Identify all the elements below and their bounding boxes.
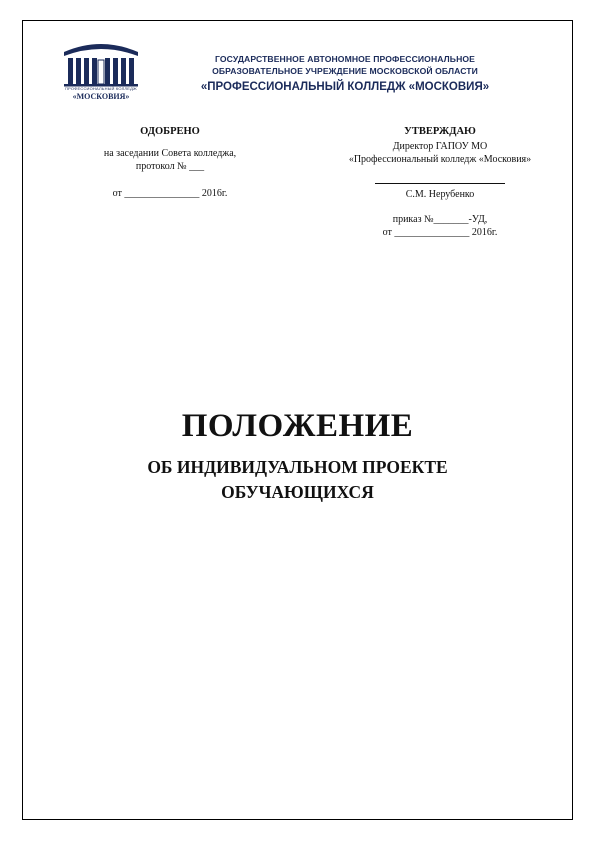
approved-council-line: на заседании Совета колледжа, [103,148,237,159]
confirm-block [330,126,550,239]
order-number-line: приказ №_______-УД, [392,214,488,225]
org-line-1: ГОСУДАРСТВЕННОЕ АВТОНОМНОЕ ПРОФЕССИОНАЛЬНОЕ [214,54,476,64]
document-title: ПОЛОЖЕНИЕ [181,408,414,444]
order-date-line: от _______________ 2016г. [382,227,498,238]
subtitle-line-1: ОБ ИНДИВИДУАЛЬНОМ ПРОЕКТЕ [147,457,448,477]
approved-protocol-line: протокол № ___ [135,161,205,172]
approved-block [80,126,260,200]
logo-caption: «МОСКОВИЯ» [72,92,130,101]
approved-date-line: от _______________ 2016г. [112,188,228,199]
confirm-college-line: «Профессиональный колледж «Московия» [348,154,532,165]
organization-header [150,53,540,95]
org-name: «ПРОФЕССИОНАЛЬНЫЙ КОЛЛЕДЖ «МОСКОВИЯ» [200,81,490,93]
confirm-heading: УТВЕРЖДАЮ [404,126,476,137]
subtitle-line-2: ОБУЧАЮЩИХСЯ [221,482,374,502]
signature-line [375,182,505,184]
signatory-name: С.М. Нерубенко [405,189,475,200]
logo-caption-small: ПРОФЕССИОНАЛЬНЫЙ КОЛЛЕДЖ [65,86,137,91]
approved-heading: ОДОБРЕНО [140,126,200,137]
document-subtitle [22,455,573,505]
org-line-2: ОБРАЗОВАТЕЛЬНОЕ УЧРЕЖДЕНИЕ МОСКОВСКОЙ ОБЛАСТИ [212,66,478,76]
confirm-position-line: Директор ГАПОУ МО [392,141,488,152]
